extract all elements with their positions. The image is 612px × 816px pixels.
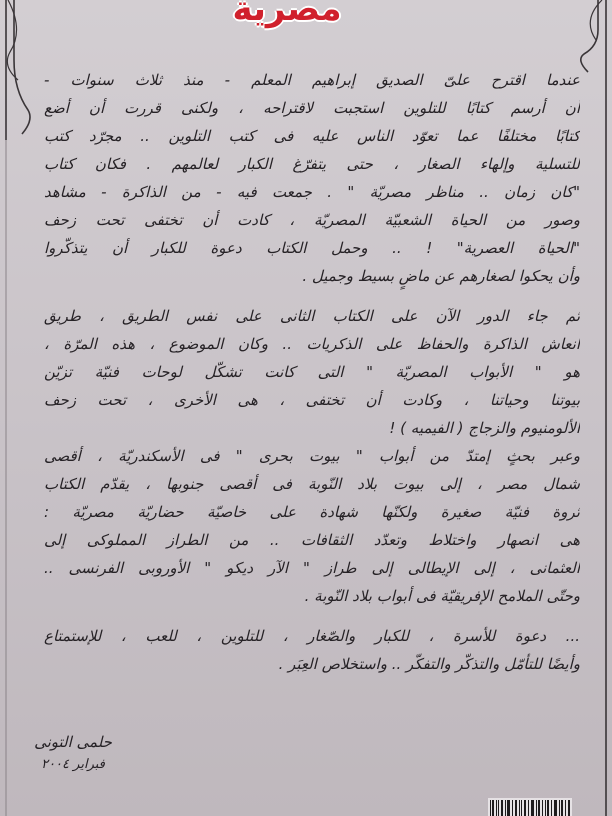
text-line: ... دعوة للأسرة ، للكبار والصّغار ، للتلوين ، للعب ، للإستمتاع: [44, 627, 580, 645]
text-line: "كان زمان .. مناظر مصريّة " . جمعت فيه - من الذاكرة - مشاهد: [44, 183, 580, 201]
text-line: للتسلية وإلهاء الصغار ، حتى يتفرّغ الكبار لعالمهم . فكان كتاب: [44, 155, 580, 173]
signature-name: حلمى التونى: [34, 733, 112, 751]
publisher-logo: مصرية: [232, 0, 342, 29]
text-line: بيوتنا وحياتنا ، وكادت أن تختفى ، هى الأخرى ، تحت زحف: [44, 391, 580, 409]
text-line: هو " الأبواب المصريّة " التى كانت تشكّل لوحات فنيّة تزيّن: [44, 363, 580, 381]
signature-date: فبراير ٢٠٠٤: [41, 757, 105, 772]
text-line: وأيضًا للتأمّل والتذكّر والتفكّر .. واستخلاص العِبَر .: [278, 655, 580, 673]
barcode-icon: [488, 798, 572, 816]
author-signature: [28, 730, 118, 776]
text-line: هى انصهار واختلاط وتعدّد الثقافات .. من الطراز المملوكى إلى: [44, 531, 580, 549]
text-line: العثمانى ، إلى الإيطالى إلى طراز " الآر ديكو " الأوروبى الفرنسى ..: [44, 559, 580, 577]
text-line: "الحياة العصرية" ! .. وحمل الكتاب دعوة للكبار أن يتذكّروا: [44, 239, 580, 257]
text-line: ثم جاء الدور الآن على الكتاب الثانى على نفس الطريق ، طريق: [44, 307, 580, 325]
text-line: وحتّى الملامح الإفريقيّة فى أبواب بلاد النّوبة .: [304, 587, 580, 605]
text-line: كتابًا مختلفًا عما تعوّد الناس عليه فى كتب التلوين .. مجرّد كتب: [44, 127, 580, 145]
text-line: وأن يحكوا لصغارهم عن ماضٍ بسيط وجميل .: [302, 267, 580, 285]
text-line: انعاش الذاكرة والحفاظ على الذكريات .. وكان الموضوع ، هذه المرّة ،: [44, 335, 580, 353]
text-line: وعبر بحثٍ إمتدّ من أبواب " بيوت بحرى " فى الأسكندريّة ، أقصى: [44, 447, 580, 465]
text-line: أن أرسم كتابًا للتلوين استجبت لاقتراحه ، ولكنى قررت أن أضع: [44, 99, 580, 117]
text-line: ثروة فنيّة صغيرة ولكنّها شهادة على خاصيّة حضاريّة مصريّة :: [44, 503, 580, 521]
text-line: عندما اقترح علىّ الصديق إبراهيم المعلم - منذ ثلاث سنوات -: [44, 71, 580, 89]
text-line: الألومنيوم والزجاج ( الفيميه ) !: [389, 419, 580, 437]
text-line: شمال مصر ، إلى بيوت بلاد النّوبة فى أقصى جنوبها ، يقدّم الكتاب: [44, 475, 580, 493]
preface-text: [44, 66, 580, 678]
text-line: وصور من الحياة الشعبيّة المصريّة ، كادت أن تختفى تحت زحف: [44, 211, 580, 229]
left-ornament-border: [0, 0, 40, 816]
